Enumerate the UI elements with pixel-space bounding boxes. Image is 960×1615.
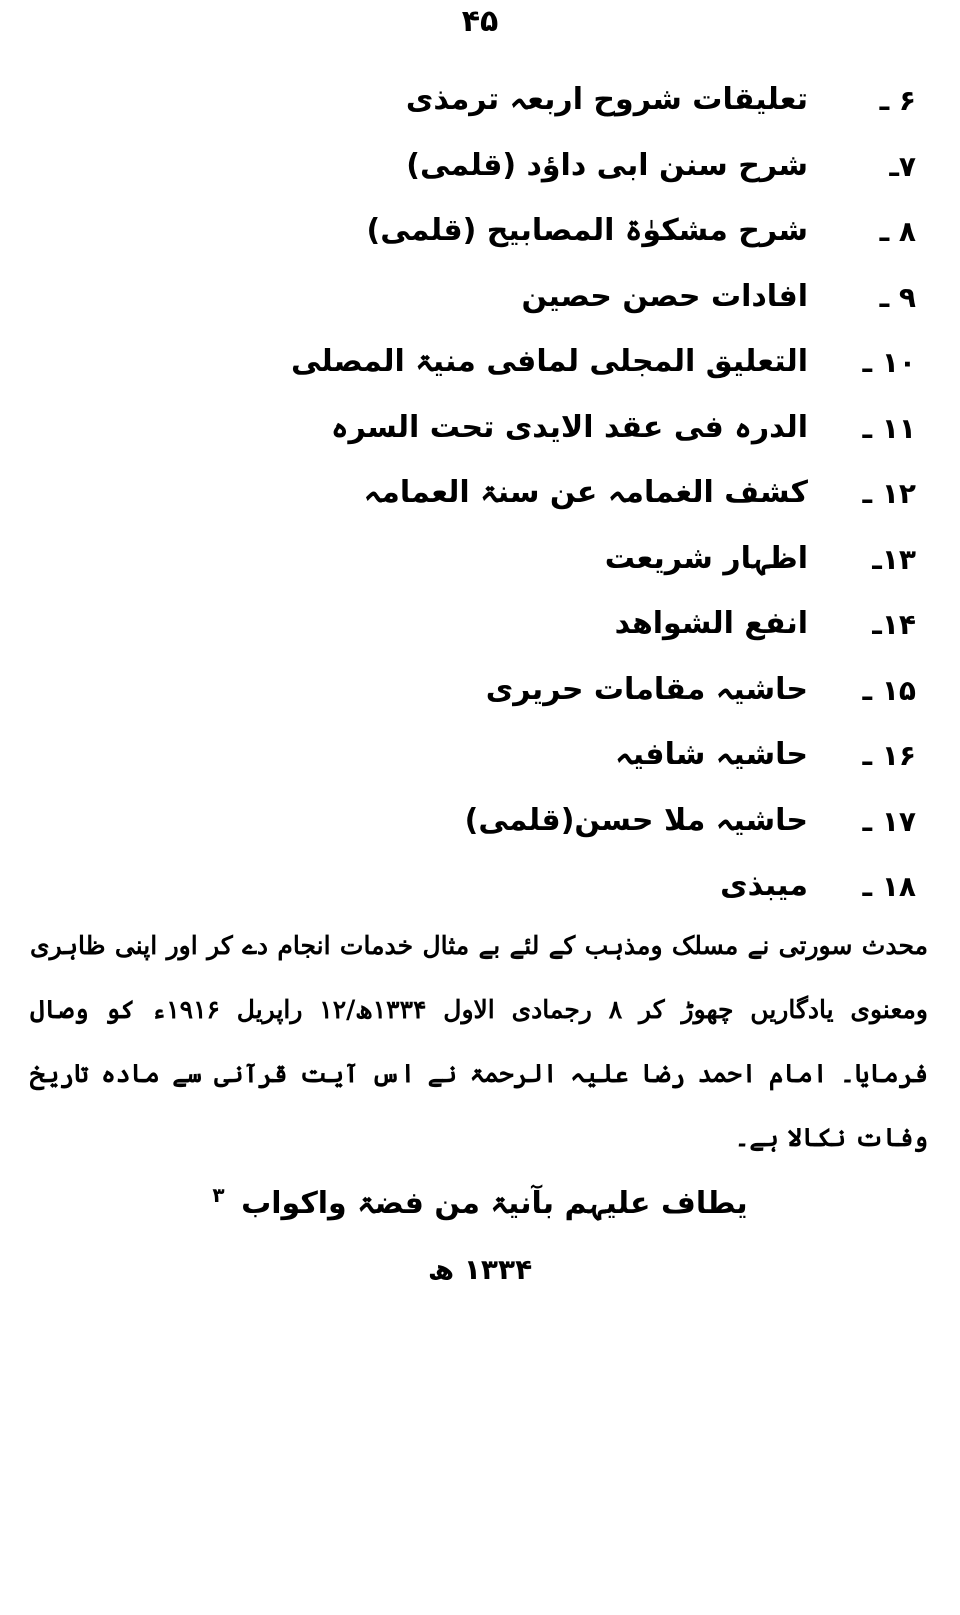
works-list [0, 78, 960, 930]
item-number: ۱۰ ـ [862, 346, 916, 379]
item-number: ۱۷ ـ [862, 804, 916, 838]
item-number: ۱۳ـ [872, 542, 916, 576]
item-title: اظہار شریعت [604, 540, 808, 576]
verse-reference: ۳ [212, 1183, 225, 1207]
item-title: شرح سنن ابی داؤد (قلمی) [406, 147, 808, 183]
list-item [0, 799, 960, 865]
list-item [0, 602, 960, 668]
item-number: ۱۲ ـ [862, 477, 916, 510]
item-title: انفع الشواھد [614, 606, 808, 641]
item-number: ۱۱ ـ [862, 411, 916, 445]
list-item [0, 275, 960, 341]
list-item [0, 668, 960, 734]
item-number: ۹ ـ [879, 280, 916, 314]
list-item [0, 144, 960, 210]
hijri-year: ۱۳۳۴ ھ [427, 1253, 533, 1286]
item-title: شرح مشکوٰۃ المصابیح (قلمی) [366, 213, 808, 248]
page-number: ۴۵ [461, 4, 499, 39]
item-number: ۱۶ ـ [862, 739, 916, 772]
list-item [0, 340, 960, 406]
item-title: تعلیقات شروح اربعہ ترمذی [405, 82, 808, 117]
item-number: ۷ـ [889, 149, 916, 183]
item-title: الدرہ فی عقد الایدی تحت السرہ [330, 409, 808, 445]
item-number: ۶ ـ [879, 84, 916, 117]
list-item [0, 471, 960, 537]
item-title: حاشیہ مقامات حریری [485, 671, 808, 707]
item-number: ۱۸ ـ [862, 870, 916, 903]
item-title: افادات حصن حصین [521, 278, 808, 314]
item-number: ۱۴ـ [872, 608, 916, 641]
quranic-verse [0, 1183, 960, 1221]
list-item [0, 537, 960, 603]
item-title: التعلیق المجلی لمافی منیۃ المصلی [290, 344, 808, 379]
list-item [0, 78, 960, 144]
item-title: میبذی [720, 868, 808, 903]
verse-text: یطاف علیہم بآنیۃ من فضۃ واکواب [241, 1186, 748, 1221]
item-title: حاشیہ ملا حسن(قلمی) [464, 802, 808, 838]
item-number: ۱۵ ـ [862, 673, 916, 707]
list-item [0, 733, 960, 799]
item-title: کشف الغمامہ عن سنۃ العمامہ [363, 475, 808, 510]
item-title: حاشیہ شافیہ [615, 737, 808, 772]
body-paragraph: محدث سورتی نے مسلک ومذہب کے لئے بے مثال خدمات انجام دے کر اور اپنی ظاہری ومعنوی یادگاریں چھوڑ کر ۸ رجمادی الاول ۱۳۳۴ھ/۱۲ راپریل ۱۹۱۶ء کو وصال فرمایا۔ امام احمد رضا علیہ الرحمۃ نے اس آیت قرآنی سے مادہ تاریخ وفات نکالا ہے۔ [30, 931, 928, 1152]
list-item [0, 209, 960, 275]
list-item [0, 406, 960, 472]
item-number: ۸ ـ [879, 215, 916, 248]
